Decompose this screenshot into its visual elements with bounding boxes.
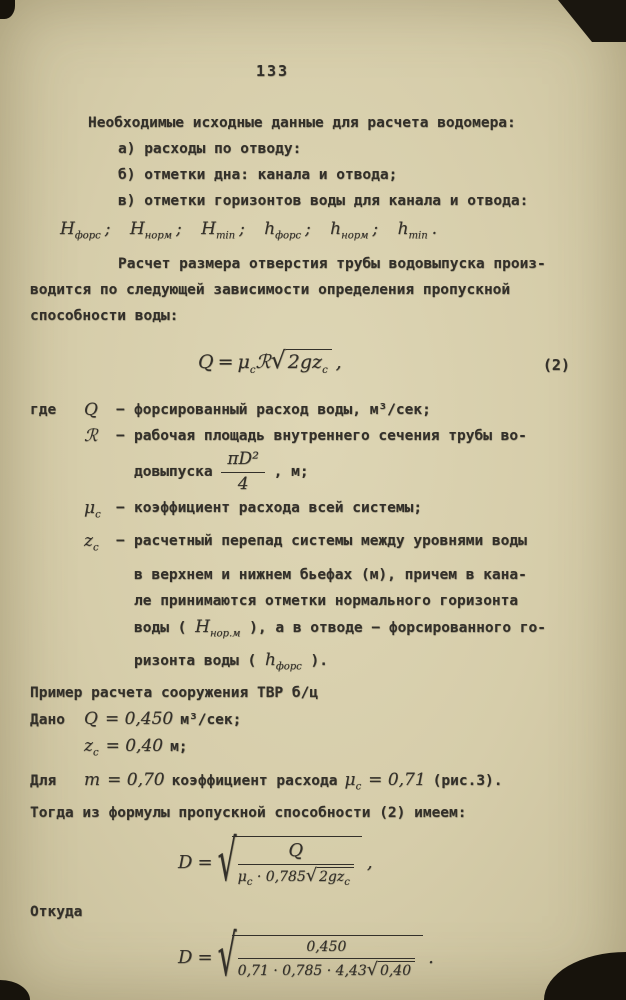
- scan-artifact-bottom-left: [0, 980, 30, 1000]
- definition-area-cont: довыпуска $\frac{\text{πD²}}{4}$ , м;: [134, 449, 309, 494]
- sqrt-radical: √ $2gz_c$: [271, 347, 332, 384]
- page-number: 133: [256, 62, 290, 80]
- sqrt-radical-inner: √ 0,40: [367, 960, 415, 982]
- example-title: Пример расчета сооружения ТВР б/ц: [30, 685, 319, 702]
- example-mu: Для m = 0,70 коэффициент расхода $\mu_c$ = 0,71 (рис.3).: [30, 767, 570, 800]
- definition-z-cont: ризонта воды ( $h_{форс}$ ).: [134, 650, 328, 673]
- list-item-a: а) расходы по отводу:: [118, 141, 302, 157]
- symbol-mu: $\mu_c$: [84, 497, 101, 521]
- intro-line: Необходимые исходные данные для расчета водомера:: [88, 115, 516, 131]
- sqrt-radical-inner: √ $2gz_c$: [306, 866, 354, 889]
- level-symbol: $H_{норм}$ ;: [129, 219, 182, 242]
- symbol-m: m: [84, 769, 101, 790]
- symbol-h-norm: $H_{нор.м}$: [195, 616, 241, 640]
- example-then-line: Тогда из формулы пропускной способности (2) имеем:: [30, 805, 467, 822]
- symbol-mu: $\mu_c$: [344, 769, 362, 793]
- paragraph-line: водится по следующей зависимости определения пропускной: [30, 282, 511, 299]
- definition-q: где Q − форсированный расход воды, м³/сек;: [30, 397, 570, 423]
- definition-z-cont: ле принимаются отметки нормального горизонта: [134, 592, 519, 609]
- equation-2: [30, 343, 570, 387]
- symbol-area: ℛ: [84, 426, 98, 447]
- example-given: Дано Q = 0,450 м³/сек;: [30, 706, 570, 733]
- list-item-v: в) отметки горизонтов воды для канала и отвода:: [118, 193, 529, 209]
- symbol-z: $z_c$: [84, 736, 99, 759]
- level-symbol: $H_{форс}$ ;: [60, 219, 111, 242]
- definition-z: $z_c$ − расчетный перепад системы между уровнями воды: [30, 528, 570, 561]
- water-level-symbols: [30, 214, 570, 251]
- symbol-z: $z_c$: [84, 531, 99, 554]
- sqrt-radical: √ $\frac{0,450}{0,71 \cdot 0,785 \cdot 4,43√ 0,40}$: [218, 935, 424, 981]
- level-symbol: $h_{норм}$ ;: [330, 219, 379, 242]
- scan-artifact-top-left: [0, 0, 15, 19]
- formula-d2: D = √ $\frac{0,450}{0,71 \cdot 0,785 \cdot 4,43√ 0,40}$ .: [178, 924, 434, 991]
- level-symbol: $h_{форс}$ ;: [264, 219, 311, 242]
- definition-area: ℛ − рабочая площадь внутреннего сечения трубы во-: [30, 423, 570, 449]
- symbol-h-fors: $h_{форс}$: [264, 650, 302, 673]
- where-label: где: [30, 402, 57, 419]
- scan-artifact-top-right: [558, 0, 626, 84]
- example-z: $z_c$ = 0,40 м;: [30, 733, 570, 766]
- level-symbol: $h_{min}$ .: [397, 219, 438, 242]
- definition-mu: $\mu_c$ − коэффициент расхода всей системы;: [30, 495, 570, 528]
- paragraph-line: способности воды:: [30, 308, 179, 325]
- equation-2-expression: $Q = \mu_cℛ√$ $2gz_c$ ,: [198, 347, 346, 384]
- symbol-q: Q: [84, 400, 98, 421]
- definition-z-cont: воды ( $H_{нор.м}$ ), а в отводе − форсированного го-: [134, 616, 546, 640]
- page-content: [30, 110, 570, 991]
- equation-number: (2): [542, 356, 570, 375]
- list-item-b: б) отметки дна: канала и отвода;: [118, 167, 398, 183]
- paragraph-line: Расчет размера отверстия трубы водовыпуска произ-: [118, 256, 546, 273]
- formula-d1: D = √ $\frac{Q}{\mu_c \cdot 0,785√ 2gz_c}$ ,: [178, 828, 373, 895]
- definition-z-cont: в верхнем и нижнем бьефах (м), причем в кана-: [134, 566, 527, 583]
- pi-d-squared-fraction: $\frac{\text{πD²}}{4}$: [221, 449, 265, 495]
- level-symbol: $H_{min}$ ;: [201, 219, 245, 242]
- symbol-q: Q: [84, 709, 98, 730]
- otkuda-label: Откуда: [30, 904, 83, 921]
- sqrt-radical: √ $\frac{Q}{\mu_c \cdot 0,785√ 2gz_c}$: [218, 836, 362, 889]
